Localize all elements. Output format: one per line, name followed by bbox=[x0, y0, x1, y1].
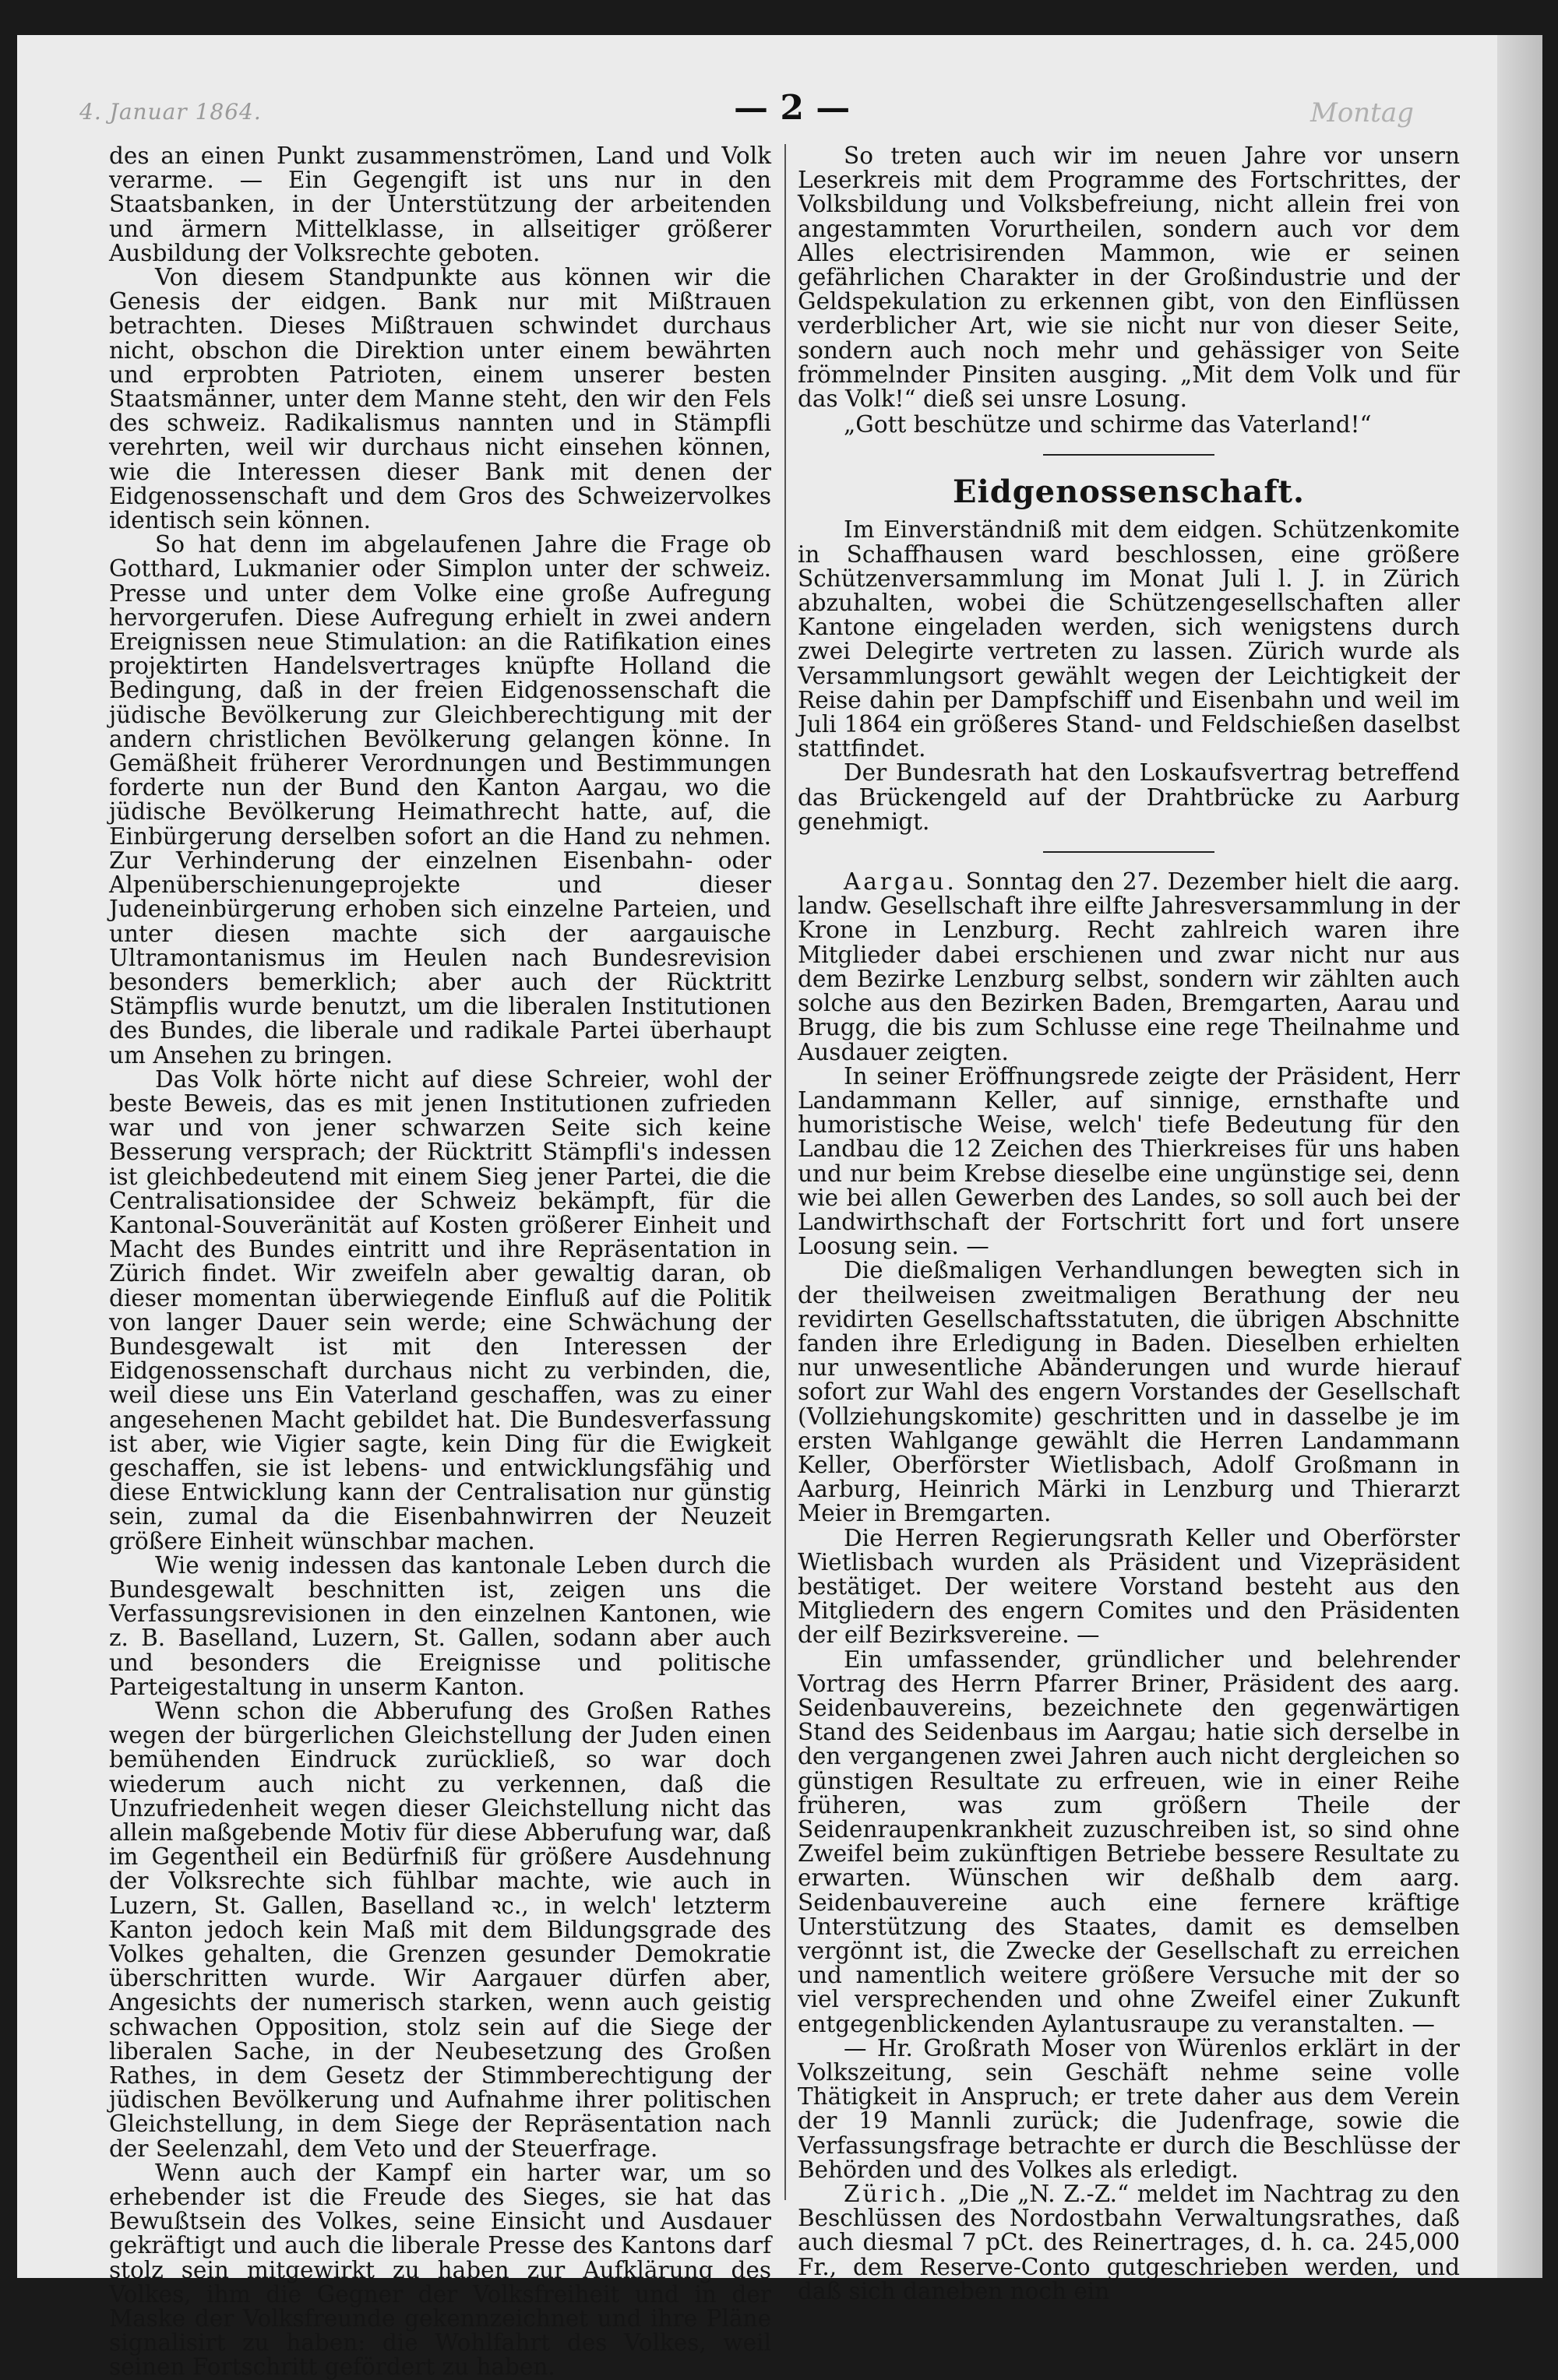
paragraph: So hat denn im abgelaufenen Jahre die Frage ob Gotthard, Lukmanier oder Simplon unter der schweiz. Presse und unter dem Volke eine große Aufregung hervorgerufen. Diese Aufregung erhielt in zwei andern Ereignissen neue Stimulation: an die Ratifikation eines projektirten Handelsvertrages knüpfte Holland die Bedingung, daß in der freien Eidgenossenschaft die jüdische Bevölkerung zur Gleichberechtigung mit der andern christlichen Bevölkerung gelangen könne. In Gemäßheit früherer Verordnungen und Bestimmungen forderte nun der Bund den Kanton Aargau, wo die jüdische Bevölkerung Heimathrecht hatte, auf, die Einbürgerung derselben sofort an die Hand zu nehmen. Zur Verhinderung der einzelnen Eisenbahn- oder Alpenüberschienungeprojekte und dieser Judeneinbürgerung erhoben sich einzelne Parteien, und unter diesen machte sich der aargauische Ultramontanismus im Heulen nach Bundesrevision besonders bemerklich; aber auch der Rücktritt Stämpflis wurde benutzt, um die liberalen Institutionen des Bundes, die liberale und radikale Partei überhaupt um Ansehen zu bringen. bbox=[109, 531, 771, 1069]
paragraph: Wie wenig indessen das kantonale Leben durch die Bundesgewalt beschnitten ist, zeigen uns die Verfassungsrevisionen in den einzelnen Kantonen, wie z. B. Baselland, Luzern, St. Gallen, sodann aber auch und besonders die Ereignisse und politische Parteigestaltung in unserm Kanton. bbox=[109, 1551, 771, 1700]
page-header bbox=[17, 82, 1542, 152]
dateline: Aargau. bbox=[844, 868, 957, 896]
right-column bbox=[798, 144, 1460, 2304]
paragraph: Ein umfassender, gründlicher und belehrender Vortrag des Herrn Pfarrer Briner, Präsident des aarg. Seidenbauvereins, bezeichnete den gegenwärtigen Stand des Seidenbaus im Aargau; hatie sich derselbe in den vergangenen zwei Jahren auch nicht dergleichen so günstigen Resultate zu erfreuen, wie in einer Reihe früheren, was zum größern Theile der Seidenraupenkrankheit zuzuschreiben ist, so sind ohne Zweifel beim zukünftigen Betriebe bessere Resultate zu erwarten. Wünschen wir deßhalb dem aarg. Seidenbauvereine auch eine fernere kräftige Unterstützung des Staates, damit es demselben vergönnt ist, die Zwecke der Gesellschaft zu erreichen und namentlich weitere größere Versuche mit der so viel versprechenden und ohne Zweifel einer Zukunft entgegenblickenden Aylantusraupe zu veranstalten. — bbox=[798, 1646, 1460, 2037]
paragraph bbox=[798, 2182, 1460, 2304]
paragraph-text: Sonntag den 27. Dezember hielt die aarg. landw. Gesellschaft ihre eilfte Jahresversammlung in der Krone in Lenzburg. Recht zahlreich waren ihre Mitglieder dabei erschienen und zwar nicht nur aus dem Bezirke Lenzburg selbst, sondern wir zählten auch solche aus den Bezirken Baden, Bremgarten, Aarau und Brugg, die bis zum Schlusse eine rege Theilnahme und Ausdauer zeigten. bbox=[798, 868, 1460, 1065]
paragraph: Wenn schon die Abberufung des Großen Rathes wegen der bürgerlichen Gleichstellung der Juden einen bemühenden Eindruck zurückließ, so war doch wiederum auch nicht zu verkennen, daß die Unzufriedenheit wegen dieser Gleichstellung nicht das allein maßgebende Motiv für diese Abberufung war, daß im Gegentheil ein Bedürfniß für größere Ausdehnung der Volksrechte sich fühlbar machte, wie auch in Luzern, St. Gallen, Baselland ꝛc., in welch' letzterm Kanton jedoch kein Maß mit dem Bildungsgrade des Volkes gehalten, die Grenzen gesunder Demokratie überschritten wurde. Wir Aargauer dürfen aber, Angesichts der numerisch starken, wenn auch geistig schwachen Opposition, stolz sein auf die Siege der liberalen Sache, in der Neubesetzung des Großen Rathes, in dem Gesetz der Stimmberechtigung der jüdischen Bevölkerung und Aufnahme ihrer politischen Gleichstellung, in dem Siege der Repräsentation nach der Seelenzahl, dem Veto und der Steuerfrage. bbox=[109, 1698, 771, 2162]
newspaper-page bbox=[17, 35, 1542, 2380]
paragraph: Von diesem Standpunkte aus können wir die Genesis der eidgen. Bank nur mit Mißtrauen betrachten. Dieses Mißtrauen schwindet durchaus nicht, obschon die Direktion unter einem bewährten und erprobten Patrioten, einem unserer besten Staatsmänner, unter dem Manne steht, den wir den Fels des schweiz. Radikalismus nannten und in Stämpfli verehrten, weil wir durchaus nicht einsehen können, wie die Interessen dieser Bank mit denen der Eidgenossenschaft und dem Gros des Schweizervolkes identisch sein können. bbox=[109, 264, 771, 534]
column-divider bbox=[784, 144, 786, 2200]
header-day: Montag bbox=[1310, 97, 1414, 129]
paragraph: Im Einverständniß mit dem eidgen. Schützenkomite in Schaffhausen ward beschlossen, eine größere Schützenversammlung im Monat Juli l. J. in Zürich abzuhalten, wobei die Schützengesellschaften aller Kantone eingeladen werden, sich wenigstens durch zwei Delegirte vertreten zu lassen. Zürich wurde als Versammlungsort gewählt wegen der Leichtigkeit der Reise dahin per Dampfschiff und Eisenbahn und weil im Juli 1864 ein größeres Stand- und Feldschießen daselbst stattfindet. bbox=[798, 516, 1460, 762]
page-number: — 2 — bbox=[734, 88, 851, 128]
paragraph: des an einen Punkt zusammenströmen, Land und Volk verarme. — Ein Gegengift ist uns nur in den Staatsbanken, in der Unterstützung der arbeitenden und ärmern Mittelklasse, in allseitiger größerer Ausbildung der Volksrechte geboten. bbox=[109, 143, 771, 266]
header-date: 4. Januar 1864. bbox=[79, 99, 262, 125]
paragraph: Die dießmaligen Verhandlungen bewegten sich in der theilweisen zweitmaligen Berathung der neu revidirten Gesellschaftsstatuten, die übrigen Abschnitte fanden ihre Erledigung in Baden. Dieselben erhielten nur unwesentliche Abänderungen und wurde hierauf sofort zur Wahl des engern Vorstandes der Gesellschaft (Vollziehungskomite) geschritten und in dasselbe je im ersten Wahlgange gewählt die Herren Landammann Keller, Oberförster Wietlisbach, Adolf Großmann in Aarburg, Heinrich Märki in Lenzburg und Thierarzt Meier in Bremgarten. bbox=[798, 1257, 1460, 1527]
paragraph: In seiner Eröffnungsrede zeigte der Präsident, Herr Landammann Keller, auf sinnige, ernsthafte und humoristische Weise, welch' tiefe Bedeutung für den Landbau die 12 Zeichen des Thierkreises für uns haben und nur beim Krebse dieselbe eine ungünstige sei, denn wie bei allen Gewerben des Landes, so soll auch bei der Landwirthschaft der Fortschritt fort und fort unsere Loosung sein. — bbox=[798, 1062, 1460, 1260]
motto: „Gott beschütze und schirme das Vaterland!“ bbox=[844, 411, 1372, 438]
section-title: Eidgenossenschaft. bbox=[953, 474, 1305, 511]
paragraph: Das Volk hörte nicht auf diese Schreier, wohl der beste Beweis, das es mit jenen Institutionen zufrieden war und von jener schwarzen Seite sich keine Besserung versprach; der Rücktritt Stämpfli's indessen ist gleichbedeutend mit einem Sieg jener Partei, die die Centralisationsidee der Schweiz bekämpft, für die Kantonal-Souveränität auf Kosten größerer Einheit und Macht des Bundes eintritt und ihre Repräsentation in Zürich findet. Wir zweifeln aber gewaltig daran, ob dieser momentan überwiegende Einfluß auf die Politik von langer Dauer sein werde; eine Schwächung der Bundesgewalt ist mit den Interessen der Eidgenossenschaft durchaus nicht zu verbinden, die, weil diese uns Ein Vaterland geschaffen, was zu einer angesehenen Macht gebildet hat. Die Bundesverfassung ist aber, wie Vigier sagte, kein Ding für die Ewigkeit geschaffen, sie ist lebens- und entwicklungsfähig und diese Entwicklung kann der Centralisation nur günstig sein, zumal da die Eisenbahnwirren der Neuzeit größere Einheit wünschbar machen. bbox=[109, 1065, 771, 1554]
paragraph: Wenn auch der Kampf ein harter war, um so erhebender ist die Freude des Sieges, sie hat das Bewußtsein des Volkes, seine Einsicht und Ausdauer gekräftigt und auch die liberale Presse des Kantons darf stolz sein mitgewirkt zu haben zur Aufklärung des Volkes, ihm die Gegner der Volksfreiheit und in der Maske der Volksfreunde gekennzeichnet und ihre Pläne signalisirt zu haben: die Wohlfahrt des Volkes, weil seinen Fortschritt gefördert zu haben. bbox=[109, 2159, 771, 2380]
paragraph: Die Herren Regierungsrath Keller und Oberförster Wietlisbach wurden als Präsident und Vizepräsident bestätiget. Der weitere Vorstand besteht aus den Mitgliedern des engern Comites und den Präsidenten der eilf Bezirksvereine. — bbox=[798, 1524, 1460, 1649]
dateline: Zürich. bbox=[844, 2181, 950, 2208]
paragraph: Der Bundesrath hat den Loskaufsvertrag betreffend das Brückengeld auf der Drahtbrücke zu Aarburg genehmigt. bbox=[798, 759, 1460, 835]
paragraph: — Hr. Großrath Moser von Würenlos erklärt in der Volkszeitung, sein Geschäft nehme seine volle Thätigkeit in Anspruch; er trete daher aus dem Verein der 19 Mannli zurück; die Judenfrage, sowie die Verfassungsfrage betrachte er durch die Beschlüsse der Behörden und des Volkes als erledigt. bbox=[798, 2034, 1460, 2183]
rule bbox=[1043, 454, 1214, 456]
left-column bbox=[109, 144, 771, 2380]
paragraph bbox=[798, 870, 1460, 1065]
paragraph: So treten auch wir im neuen Jahre vor unsern Leserkreis mit dem Programme des Fortschrittes, der Volksbildung und Volksbefreiung, nicht allein frei von angestammten Vorurtheilen, sondern auch vor dem Alles electrisirenden Mammon, wie er seinen gefährlichen Charakter in der Großindustrie und der Geldspekulation zu erkennen gibt, von den Einflüssen verderblicher Art, wie sie nicht nur von dieser Seite, sondern auch noch mehr und gehässiger von Seite frömmelnder Pinsiten ausging. „Mit dem Volk und für das Volk!“ dieß sei unsre Losung. bbox=[798, 143, 1460, 413]
rule bbox=[1043, 851, 1214, 853]
paragraph-text: „Die „N. Z.-Z.“ meldet im Nachtrag zu den Beschlüssen des Nordostbahn Verwaltungsrathes, daß auch diesmal 7 pCt. des Reinertrages, d. h. ca. 245,000 Fr., dem Reserve-Conto gutgeschrieben werden, und daß sich daneben noch ein bbox=[798, 2181, 1460, 2304]
